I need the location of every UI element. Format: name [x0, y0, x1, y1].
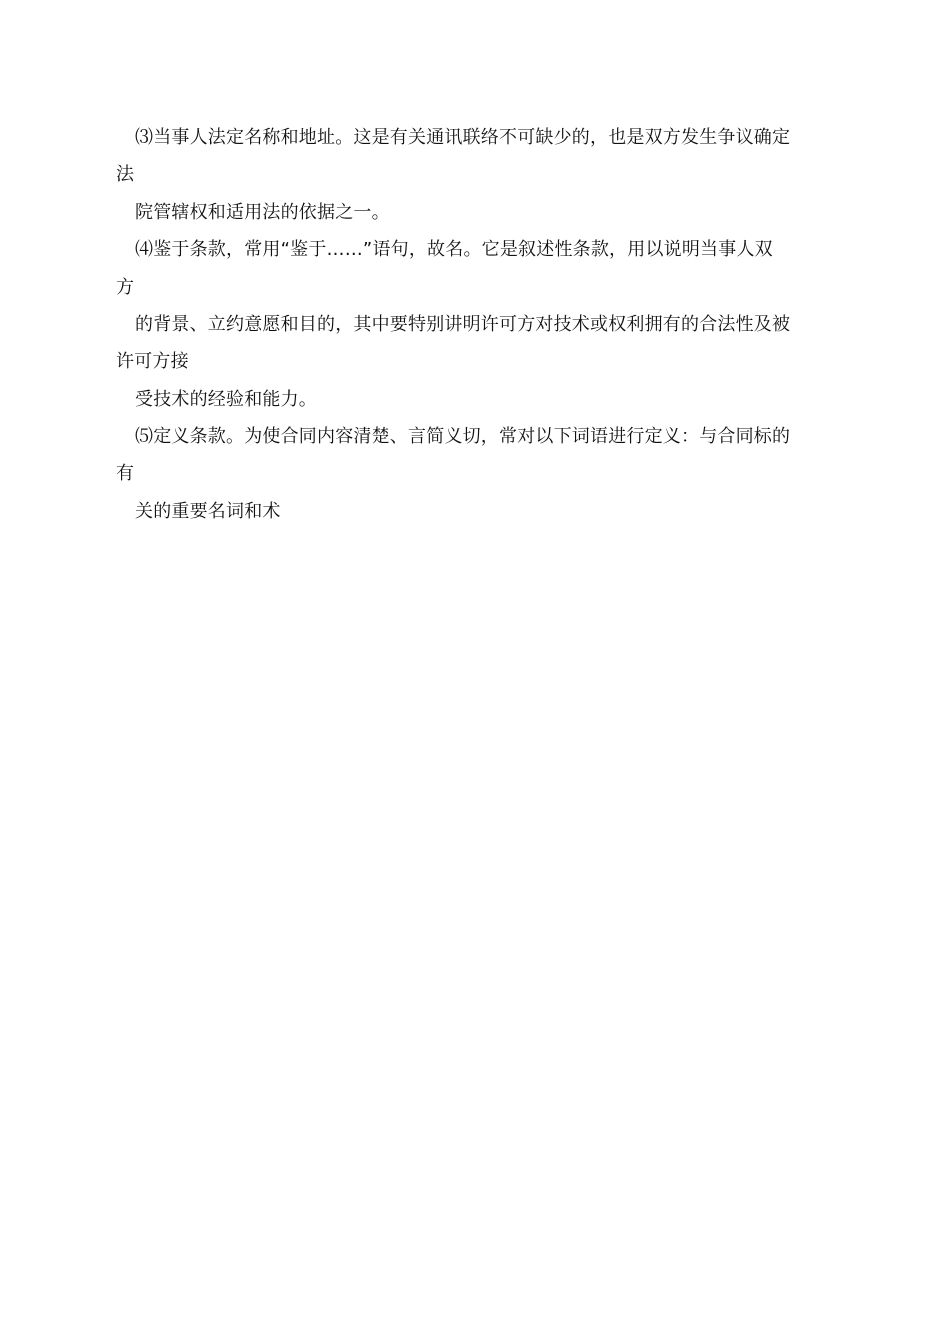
paragraph-5-line-1: ⑸定义条款。为使合同内容清楚、言简义切，常对以下词语进行定义：与合同标的: [135, 426, 791, 447]
paragraph-4-line-3: 的背景、立约意愿和目的，其中要特别讲明许可方对技术或权利拥有的合法性及被: [135, 314, 791, 335]
paragraph-5-line-3: 关的重要名词和术: [135, 501, 281, 522]
paragraph-3-line-3: 院管辖权和适用法的依据之一。: [135, 202, 390, 223]
paragraph-4-line-2: 方: [116, 277, 135, 298]
paragraph-4-line-5: 受技术的经验和能力。: [135, 389, 317, 410]
paragraph-4-line-1: ⑷鉴于条款，常用“鉴于……”语句，故名。它是叙述性条款，用以说明当事人双: [135, 239, 773, 260]
paragraph-3-line-2: 法: [116, 164, 135, 185]
paragraph-4-line-4: 许可方接: [116, 351, 189, 372]
paragraph-5-line-2: 有: [116, 463, 135, 484]
paragraph-3-line-1: ⑶当事人法定名称和地址。这是有关通讯联络不可缺少的，也是双方发生争议确定: [135, 127, 791, 148]
